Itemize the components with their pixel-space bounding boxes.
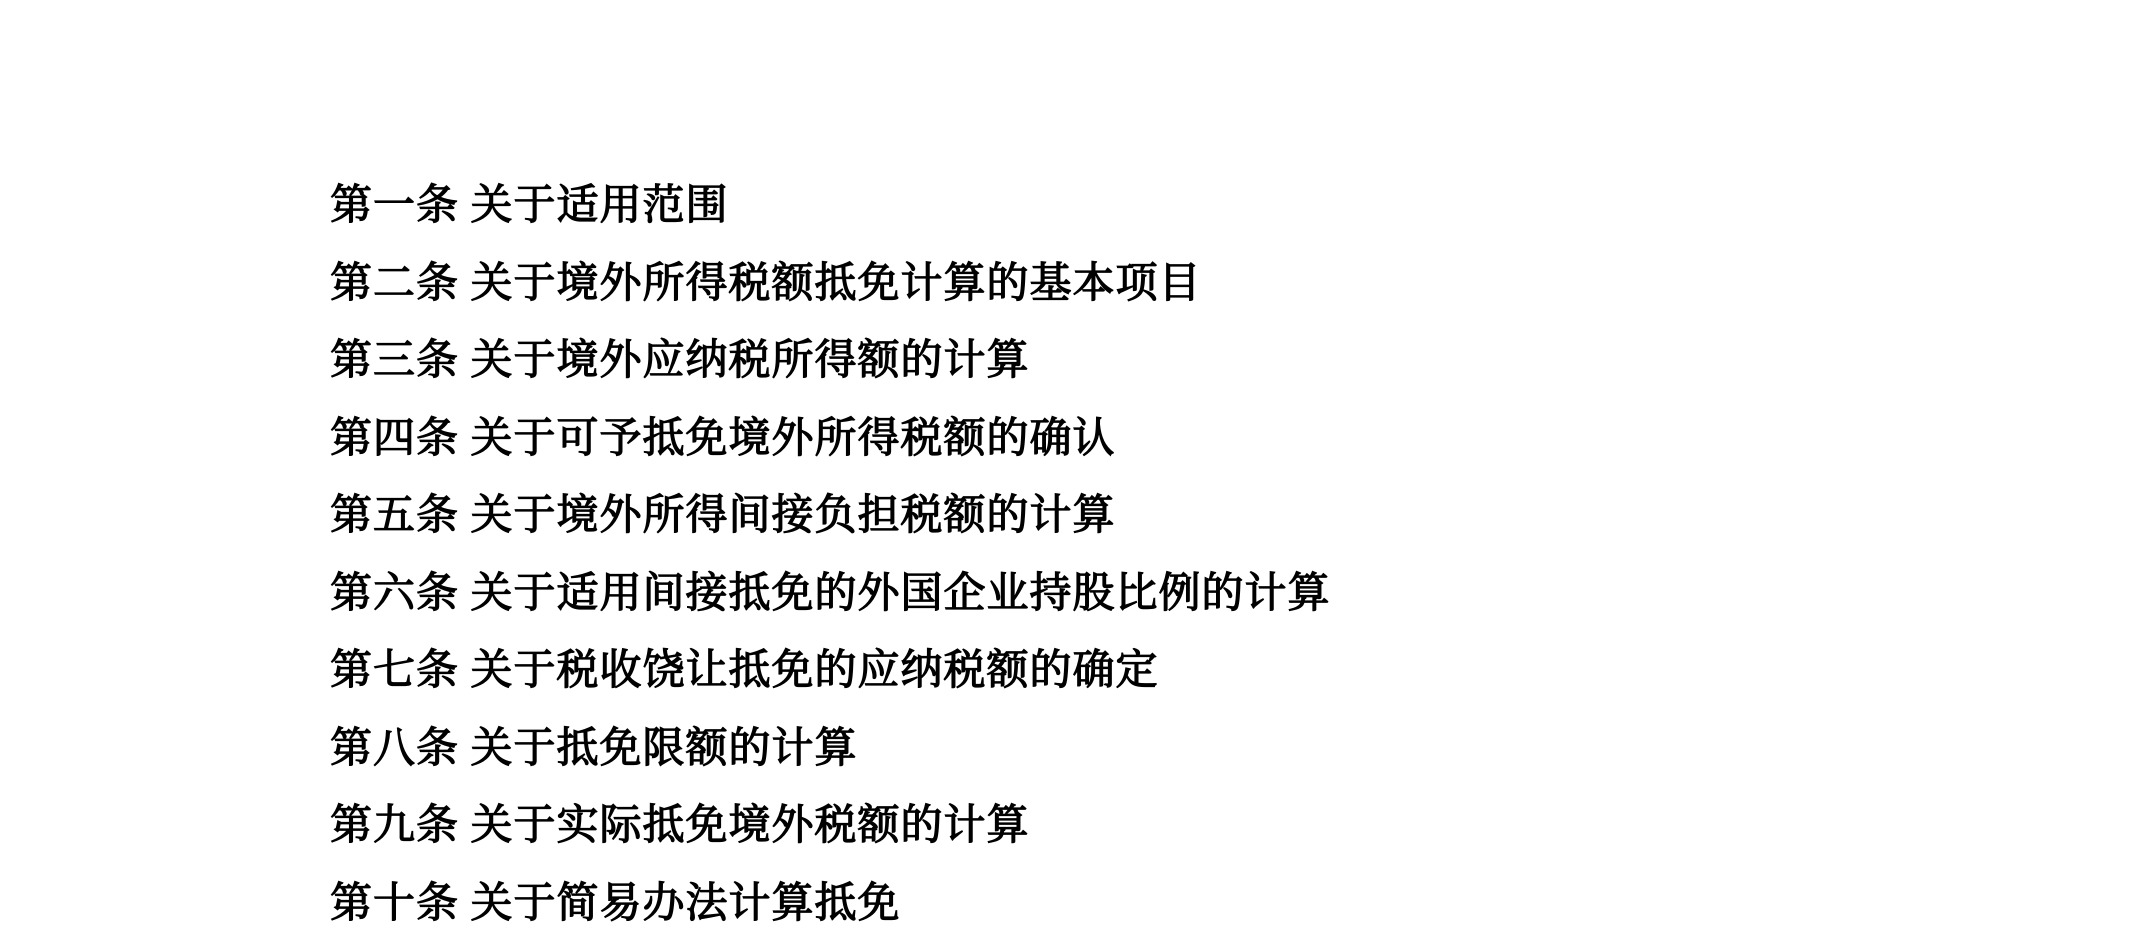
toc-line-article-3: 第三条 关于境外应纳税所得额的计算: [330, 323, 1331, 401]
toc-line-article-2: 第二条 关于境外所得税额抵免计算的基本项目: [330, 246, 1331, 324]
toc-line-article-4: 第四条 关于可予抵免境外所得税额的确认: [330, 401, 1331, 479]
toc-line-article-8: 第八条 关于抵免限额的计算: [330, 711, 1331, 789]
toc-line-article-7: 第七条 关于税收饶让抵免的应纳税额的确定: [330, 633, 1331, 711]
table-of-contents: [330, 168, 1331, 943]
toc-line-article-9: 第九条 关于实际抵免境外税额的计算: [330, 788, 1331, 866]
toc-line-article-6: 第六条 关于适用间接抵免的外国企业持股比例的计算: [330, 556, 1331, 634]
toc-line-article-1: 第一条 关于适用范围: [330, 168, 1331, 246]
toc-line-article-10: 第十条 关于简易办法计算抵免: [330, 866, 1331, 943]
toc-line-article-5: 第五条 关于境外所得间接负担税额的计算: [330, 478, 1331, 556]
